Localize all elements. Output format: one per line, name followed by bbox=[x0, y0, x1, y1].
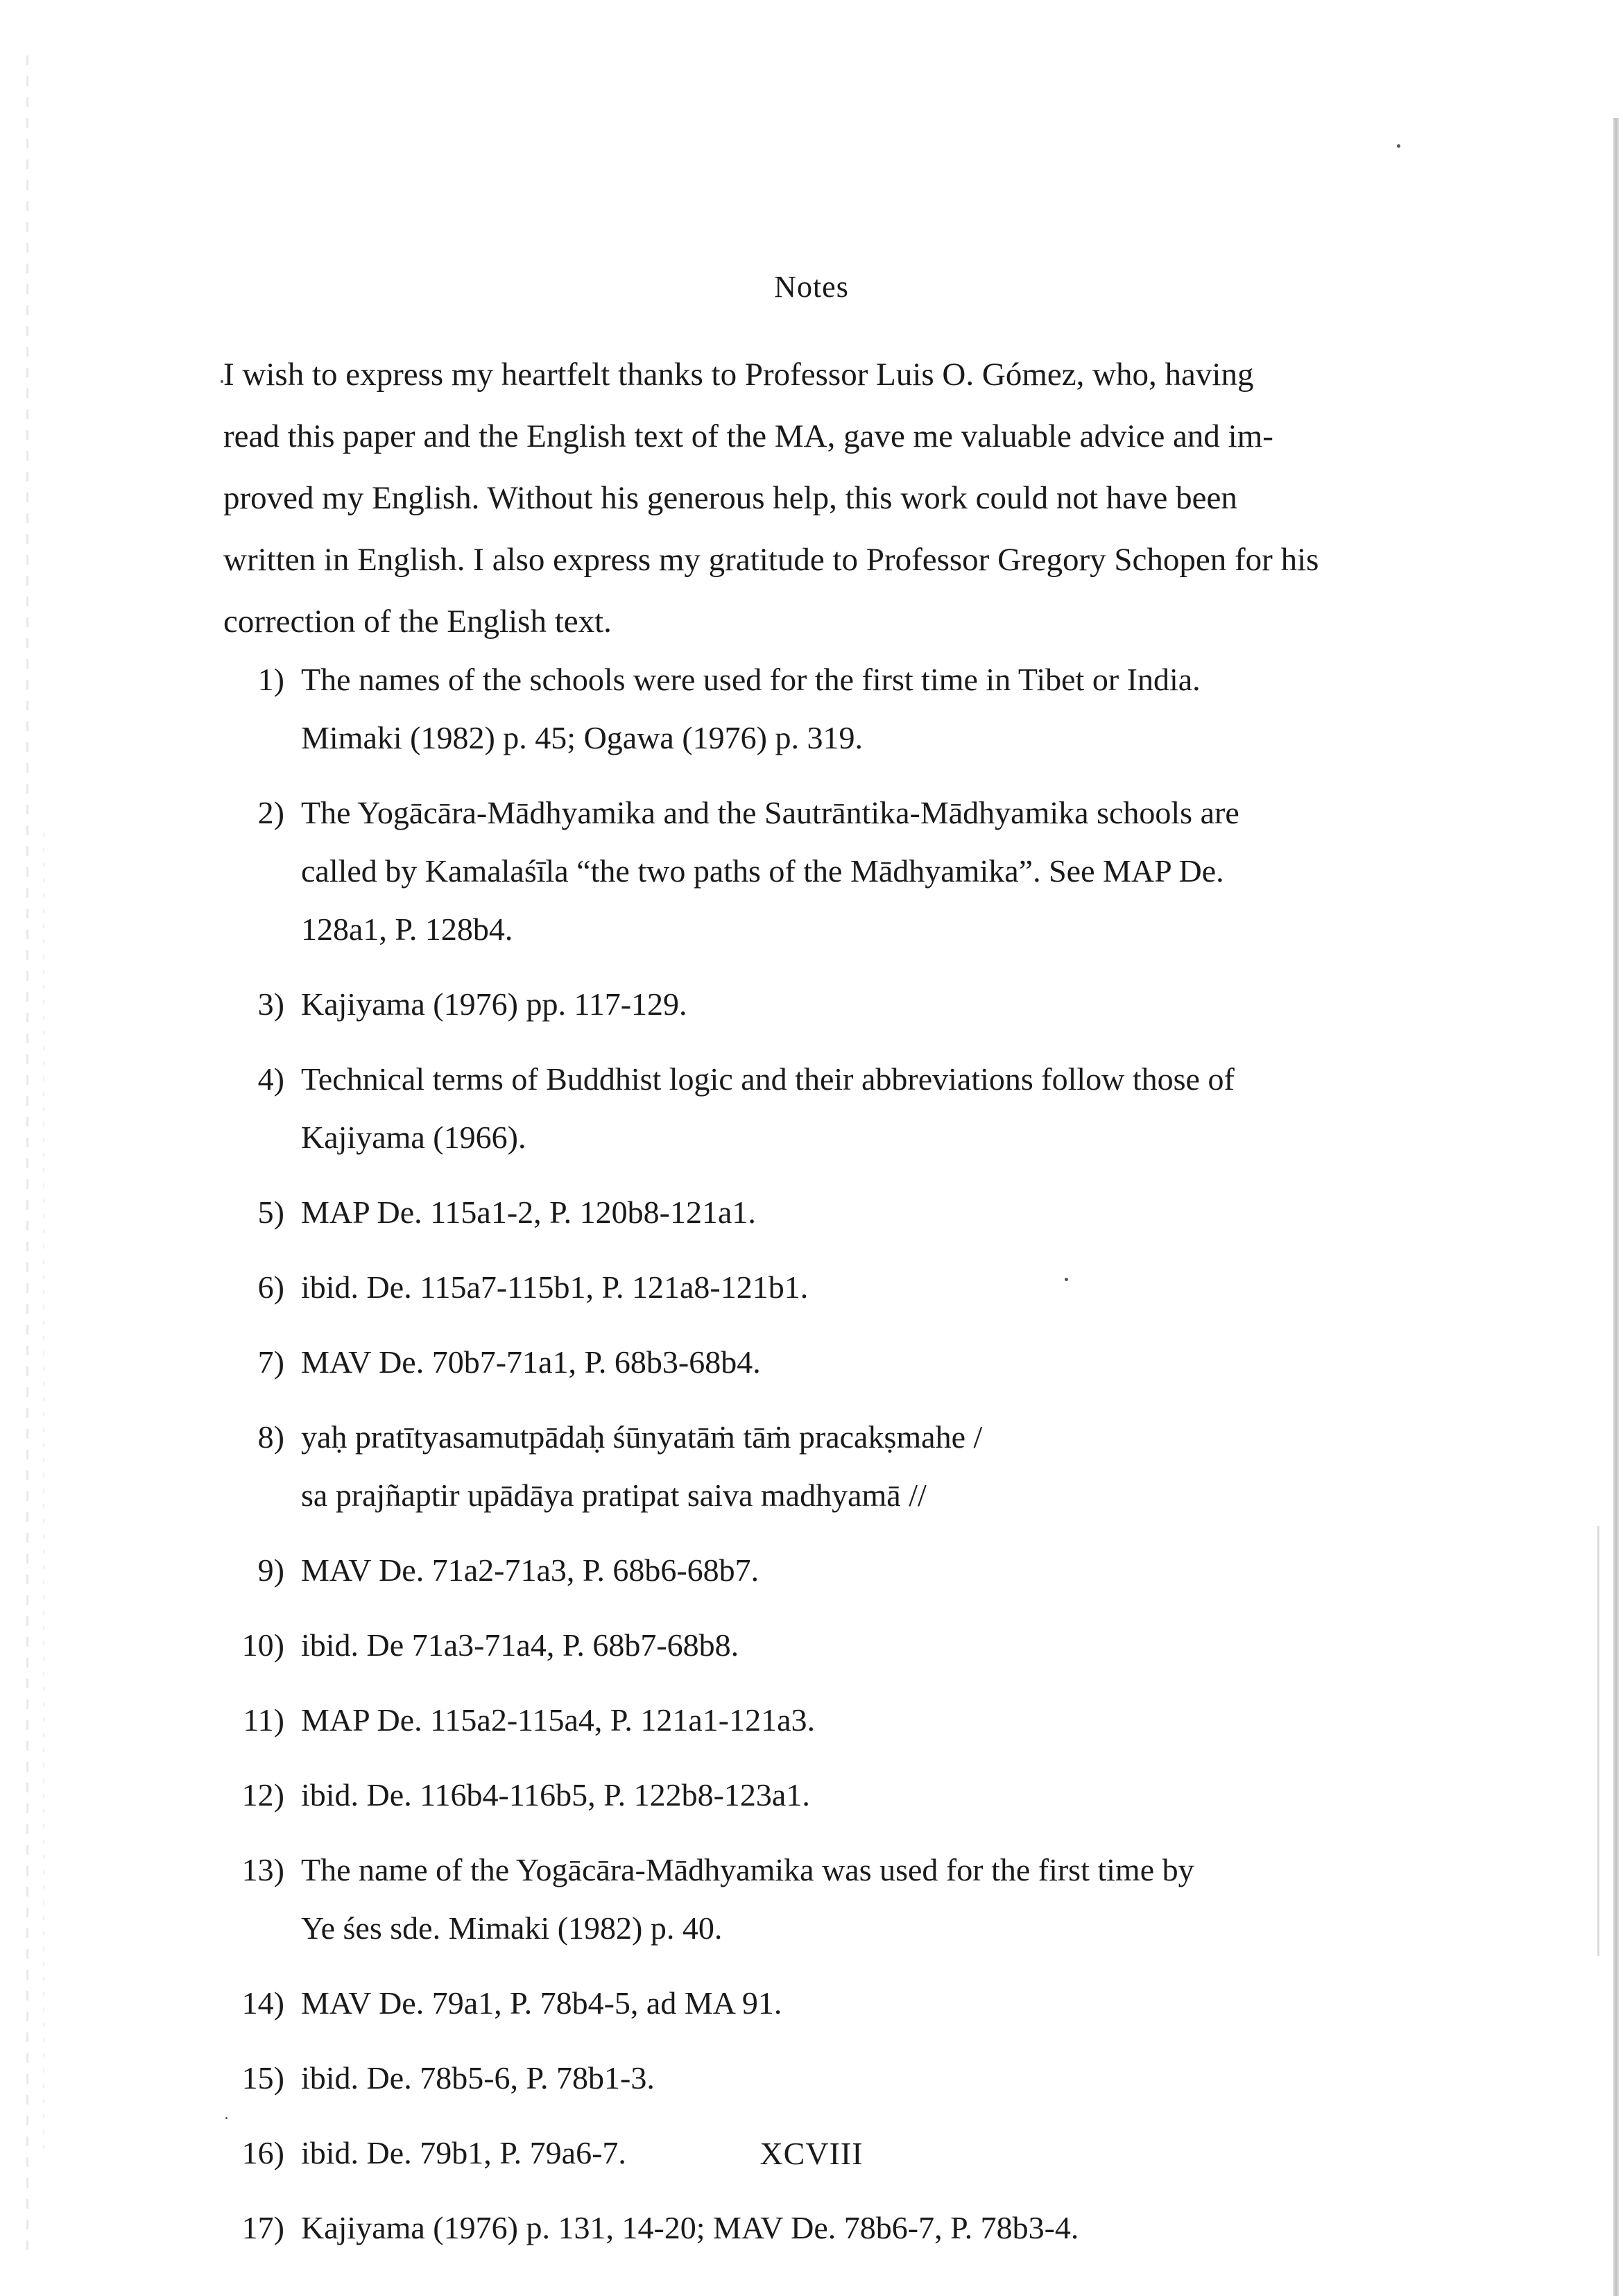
note-number: 12) bbox=[241, 1777, 284, 1813]
note-line: MAP De. 115a2-115a4, P. 121a1-121a3. bbox=[301, 1702, 816, 1738]
note-text bbox=[301, 1183, 1519, 1242]
note-number: 7) bbox=[257, 1344, 284, 1380]
note-line: ibid. De. 78b5-6, P. 78b1-3. bbox=[301, 2060, 655, 2096]
page-title: Notes bbox=[774, 270, 849, 304]
scan-speck bbox=[1397, 144, 1400, 148]
note-line: Kajiyama (1976) p. 131, 14-20; MAV De. 78b6-7, P. 78b3-4. bbox=[301, 2210, 1079, 2245]
note-item bbox=[229, 2199, 1519, 2257]
note-line: ibid. De. 116b4-116b5, P. 122b8-123a1. bbox=[301, 1777, 810, 1813]
note-number: 5) bbox=[257, 1194, 284, 1230]
note-item bbox=[229, 1766, 1519, 1824]
scan-edge-right-inner bbox=[1597, 1526, 1599, 1956]
scan-edge-left bbox=[26, 55, 28, 2261]
note-line: Mimaki (1982) p. 45; Ogawa (1976) p. 319. bbox=[301, 720, 863, 755]
note-item bbox=[229, 651, 1519, 767]
note-line: 128a1, P. 128b4. bbox=[301, 911, 513, 947]
note-line: MAV De. 79a1, P. 78b4-5, ad MA 91. bbox=[301, 1985, 782, 2021]
note-number: 16) bbox=[241, 2135, 284, 2170]
note-item bbox=[229, 2049, 1519, 2107]
note-text bbox=[301, 2199, 1519, 2257]
note-number: 11) bbox=[243, 1702, 284, 1738]
paragraph-line: read this paper and the English text of the MA, gave me valuable advice and im- bbox=[223, 418, 1273, 454]
page-number: XCVIII bbox=[759, 2136, 864, 2171]
note-text bbox=[301, 784, 1519, 959]
note-line: Kajiyama (1976) pp. 117-129. bbox=[301, 986, 687, 1022]
note-item bbox=[229, 1616, 1519, 1674]
note-text bbox=[301, 1333, 1519, 1391]
note-item bbox=[229, 1258, 1519, 1317]
note-text bbox=[301, 1691, 1519, 1749]
note-line: sa prajñaptir upādāya pratipat saiva madhyamā // bbox=[301, 1477, 927, 1513]
note-text bbox=[301, 651, 1519, 767]
note-line: The Yogācāra-Mādhyamika and the Sautrāntika-Mādhyamika schools are bbox=[301, 795, 1239, 830]
note-number: 14) bbox=[241, 1985, 284, 2021]
notes-list bbox=[229, 651, 1519, 2274]
note-item bbox=[229, 1974, 1519, 2032]
note-line: called by Kamalaśīla “the two paths of the Mādhyamika”. See MAP De. bbox=[301, 853, 1224, 889]
note-number: 15) bbox=[241, 2060, 284, 2096]
note-line: ibid. De 71a3-71a4, P. 68b7-68b8. bbox=[301, 1627, 739, 1663]
note-number: 13) bbox=[241, 1852, 284, 1887]
note-line: MAV De. 71a2-71a3, P. 68b6-68b7. bbox=[301, 1552, 759, 1588]
note-text bbox=[301, 1408, 1519, 1525]
note-number: 8) bbox=[257, 1419, 284, 1455]
note-number: 9) bbox=[257, 1552, 284, 1588]
note-item bbox=[229, 784, 1519, 959]
note-text bbox=[301, 1050, 1519, 1167]
note-text bbox=[301, 975, 1519, 1034]
note-text bbox=[301, 1974, 1519, 2032]
note-line: MAV De. 70b7-71a1, P. 68b3-68b4. bbox=[301, 1344, 761, 1380]
note-item bbox=[229, 1408, 1519, 1525]
note-number: 6) bbox=[257, 1269, 284, 1305]
note-item bbox=[229, 1841, 1519, 1957]
note-line: ibid. De. 115a7-115b1, P. 121a8-121b1. bbox=[301, 1269, 809, 1305]
scan-edge-left-inner bbox=[43, 832, 44, 2150]
note-text bbox=[301, 1541, 1519, 1600]
paragraph-line: written in English. I also express my gratitude to Professor Gregory Schopen for his bbox=[223, 542, 1319, 578]
note-line: ibid. De. 79b1, P. 79a6-7. bbox=[301, 2135, 626, 2170]
note-line: yaḥ pratītyasamutpādaḥ śūnyatāṁ tāṁ pracakṣmahe / bbox=[301, 1419, 983, 1455]
note-number: 10) bbox=[241, 1627, 284, 1663]
paragraph-line: proved my English. Without his generous help, this work could not have been bbox=[223, 480, 1237, 516]
scan-edge-right bbox=[1613, 118, 1619, 2296]
note-line: The name of the Yogācāra-Mādhyamika was used for the first time by bbox=[301, 1852, 1194, 1887]
note-line: Kajiyama (1966). bbox=[301, 1120, 526, 1155]
note-number: 4) bbox=[257, 1061, 284, 1097]
note-line: MAP De. 115a1-2, P. 120b8-121a1. bbox=[301, 1194, 756, 1230]
note-item bbox=[229, 1333, 1519, 1391]
note-item bbox=[229, 1691, 1519, 1749]
note-number: 1) bbox=[257, 662, 284, 697]
note-text bbox=[301, 1258, 1519, 1317]
scan-speck bbox=[225, 2117, 227, 2119]
note-number: 3) bbox=[257, 986, 284, 1022]
note-text bbox=[301, 1766, 1519, 1824]
note-text bbox=[301, 1841, 1519, 1957]
paragraph-line: correction of the English text. bbox=[223, 603, 612, 640]
note-item bbox=[229, 975, 1519, 1034]
paragraph-line: I wish to express my heartfelt thanks to Professor Luis O. Gómez, who, having bbox=[223, 357, 1254, 393]
note-item bbox=[229, 1541, 1519, 1600]
note-text bbox=[301, 1616, 1519, 1674]
acknowledgement-paragraph bbox=[223, 344, 1527, 653]
note-number: 17) bbox=[241, 2210, 284, 2245]
note-item bbox=[229, 1050, 1519, 1167]
note-item bbox=[229, 1183, 1519, 1242]
note-text bbox=[301, 2049, 1519, 2107]
note-line: Technical terms of Buddhist logic and their abbreviations follow those of bbox=[301, 1061, 1235, 1097]
note-number: 2) bbox=[257, 795, 284, 830]
note-line: The names of the schools were used for the first time in Tibet or India. bbox=[301, 662, 1201, 697]
note-line: Ye śes sde. Mimaki (1982) p. 40. bbox=[301, 1910, 723, 1946]
